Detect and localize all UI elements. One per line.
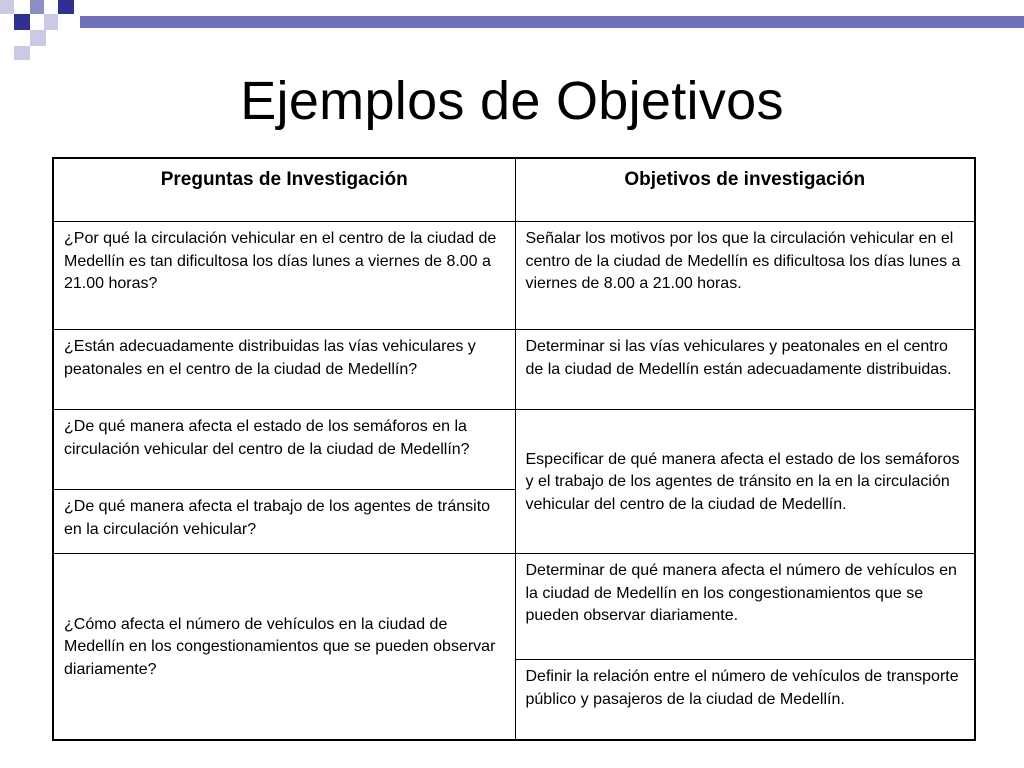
objectives-table (52, 157, 976, 741)
table-header-row (53, 158, 975, 222)
question-cell: ¿De qué manera afecta el trabajo de los agentes de tránsito en la circulación vehicular? (53, 490, 515, 554)
objective-cell: Señalar los motivos por los que la circulación vehicular en el centro de la ciudad de Medellín es dificultosa los días lunes a viernes de 8.00 a 21.00 horas. (515, 222, 975, 330)
deco-square (44, 14, 58, 30)
objective-cell: Determinar si las vías vehiculares y peatonales en el centro de la ciudad de Medellín están adecuadamente distribuidas. (515, 330, 975, 410)
question-cell: ¿Cómo afecta el número de vehículos en la ciudad de Medellín en los congestionamientos que se pueden observar diariamente? (53, 554, 515, 740)
deco-square (58, 0, 74, 14)
objective-cell: Determinar de qué manera afecta el número de vehículos en la ciudad de Medellín en los congestionamientos que se pueden observar diariamente. (515, 554, 975, 660)
deco-square (14, 14, 30, 30)
deco-square (0, 0, 14, 14)
objective-cell: Definir la relación entre el número de vehículos de transporte público y pasajeros de la ciudad de Medellín. (515, 660, 975, 740)
header-objectives: Objetivos de investigación (515, 158, 975, 222)
table-row (53, 410, 975, 490)
table-row (53, 330, 975, 410)
header-questions: Preguntas de Investigación (53, 158, 515, 222)
deco-square (30, 30, 46, 46)
slide-title: Ejemplos de Objetivos (240, 71, 784, 131)
deco-square (14, 46, 30, 60)
question-cell: ¿Están adecuadamente distribuidas las vías vehiculares y peatonales en el centro de la ciudad de Medellín? (53, 330, 515, 410)
question-cell: ¿Por qué la circulación vehicular en el centro de la ciudad de Medellín es tan dificultosa los días lunes a viernes de 8.00 a 21.00 horas? (53, 222, 515, 330)
deco-bar (80, 16, 1024, 28)
table-row (53, 554, 975, 660)
objective-cell: Especificar de qué manera afecta el estado de los semáforos y el trabajo de los agentes de tránsito en la en la circulación vehicular del centro de la ciudad de Medellín. (515, 410, 975, 554)
question-cell: ¿De qué manera afecta el estado de los semáforos en la circulación vehicular del centro de la ciudad de Medellín? (53, 410, 515, 490)
deco-square (30, 0, 44, 14)
table-row (53, 222, 975, 330)
